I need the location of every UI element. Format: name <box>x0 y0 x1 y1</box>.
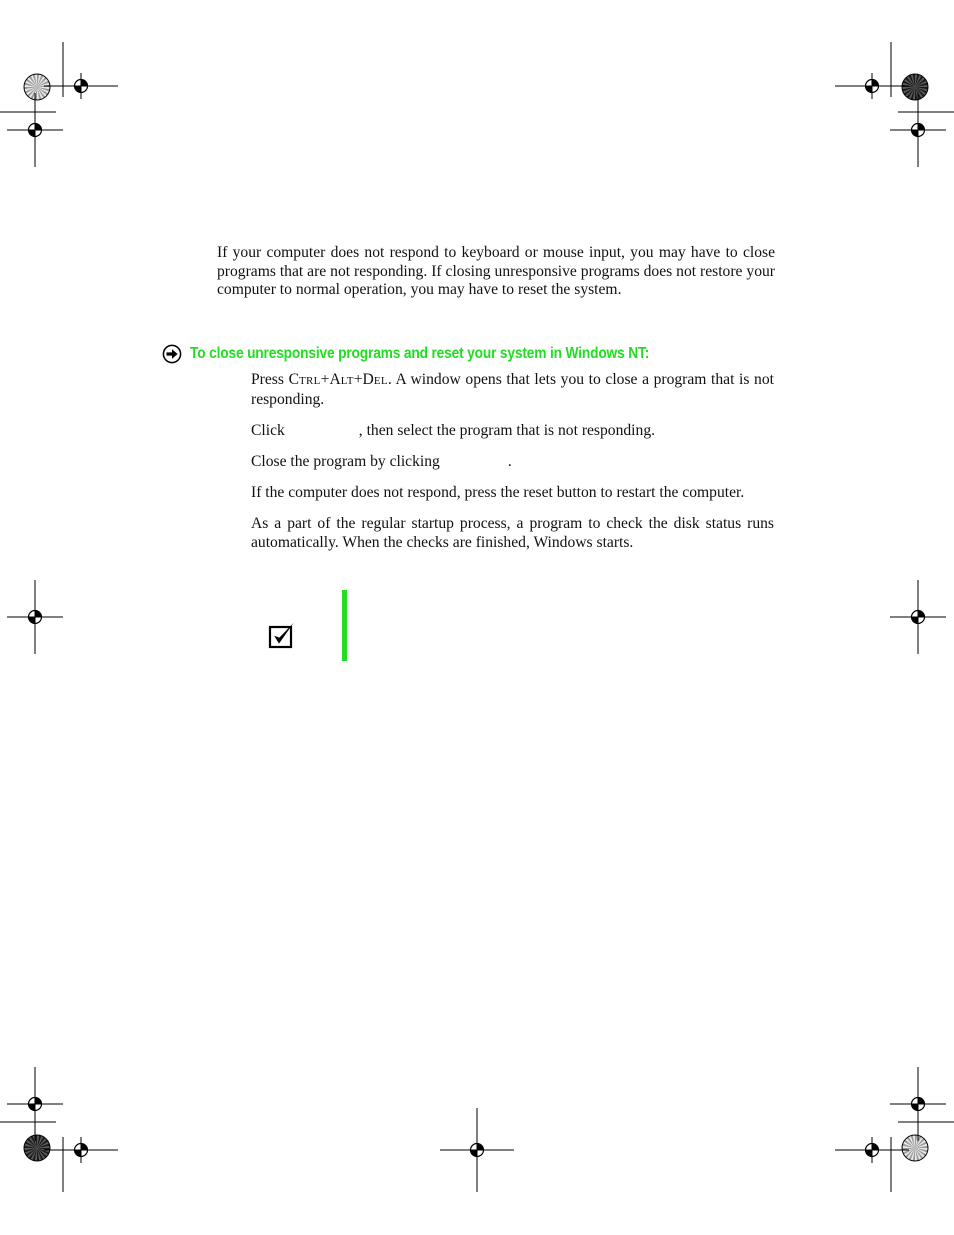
key-plus-2: + <box>353 371 363 388</box>
registration-crosshair-icon <box>44 73 118 99</box>
registration-crosshair-icon <box>835 1137 909 1163</box>
step-3-before: Close the program by clicking <box>251 452 440 470</box>
step-2 <box>251 422 774 441</box>
checkmark-box-icon <box>268 621 296 649</box>
registration-crosshair-icon <box>7 580 63 654</box>
registration-crosshair-icon <box>440 1108 514 1192</box>
note-accent-bar <box>342 590 347 661</box>
step-3-after: . <box>507 452 512 470</box>
key-el: EL <box>373 375 388 387</box>
step-2-after: , then select the program that is not responding. <box>358 421 656 439</box>
step-1-press: Press <box>251 371 284 388</box>
key-trl: TRL <box>298 375 321 387</box>
step-5: As a part of the regular startup process, a program to check the disk status runs automatically. When the checks are finished, Windows starts. <box>251 514 774 551</box>
registration-crosshair-icon <box>890 1067 946 1141</box>
key-c: C <box>288 371 299 388</box>
procedure-heading <box>162 343 802 365</box>
color-wheel-icon <box>902 74 928 100</box>
registration-crosshair-icon <box>7 93 63 167</box>
procedure-heading-text: To close unresponsive programs and reset your system in Windows NT: <box>190 345 650 362</box>
step-1 <box>251 371 774 409</box>
color-wheel-icon <box>902 1135 928 1161</box>
registration-crosshair-icon <box>890 93 946 167</box>
key-plus-1: + <box>320 371 330 388</box>
registration-crosshair-icon <box>835 73 909 99</box>
intro-paragraph: If your computer does not respond to keyboard or mouse input, you may have to close programs that are not responding. If closing unresponsive programs does not restore your computer to normal operation, you may have to reset the system. <box>217 244 775 299</box>
registration-crosshair-icon <box>890 580 946 654</box>
key-a: A <box>329 371 341 388</box>
color-wheel-icon <box>24 74 50 100</box>
key-lt: LT <box>340 375 354 387</box>
color-wheel-icon <box>24 1135 50 1161</box>
step-4: If the computer does not respond, press the reset button to restart the computer. <box>251 483 745 501</box>
registration-crosshair-icon <box>44 1137 118 1163</box>
step-3 <box>251 453 774 472</box>
key-d: D <box>362 371 374 388</box>
step-2-before: Click <box>251 421 285 439</box>
procedure-steps <box>251 371 774 565</box>
arrow-right-icon <box>162 344 182 364</box>
registration-crosshair-icon <box>7 1067 63 1141</box>
step-1-rest: . A window opens that lets you to close a program that is not responding. <box>251 371 774 408</box>
